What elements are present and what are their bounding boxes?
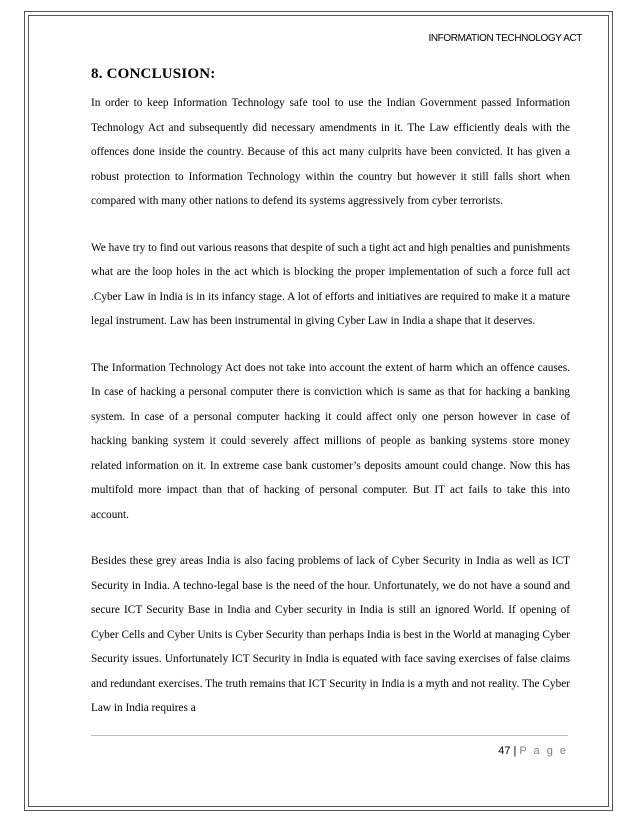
page-number: 47 <box>498 745 511 757</box>
page-footer <box>498 745 568 757</box>
page-label: P a g e <box>519 745 568 757</box>
paragraph-4: Besides these grey areas India is also facing problems of lack of Cyber Security in India as well as ICT Security in India. A techno-legal base is the need of the hour. Unfortunately, we do not have a sound and secure ICT Security Base in India and Cyber security in India is still an ignored World. If opening of Cyber Cells and Cyber Units is Cyber Security than perhaps India is best in the World at managing Cyber Security issues. Unfortunately ICT Security in India is equated with face saving exercises of false claims and redundant exercises. The truth remains that ICT Security in India is a myth and not reality. The Cyber Law in India requires a <box>91 555 570 714</box>
document-body <box>91 66 570 743</box>
section-heading: 8. CONCLUSION: <box>91 66 216 82</box>
paragraph-2: We have try to find out various reasons that despite of such a tight act and high penalties and punishments what are the loop holes in the act which is blocking the proper implementation of such a force full act .Cyber Law in India is in its infancy stage. A lot of efforts and initiatives are required to make it a mature legal instrument. Law has been instrumental in giving Cyber Law in India a shape that it deserves. <box>91 241 570 327</box>
running-header: INFORMATION TECHNOLOGY ACT <box>428 33 582 44</box>
paragraph-1: In order to keep Information Technology safe tool to use the Indian Government passed Information Technology Act and subsequently did necessary amendments in it. The Law efficiently deals with the offences done inside the country. Because of this act many culprits have been convicted. It has given a robust protection to Information Technology within the country but however it still falls short when compared with many other nations to defend its systems aggressively from cyber terrorists. <box>91 97 570 207</box>
footer-divider <box>91 735 568 736</box>
footer-separator: | <box>513 745 517 757</box>
paragraph-3: The Information Technology Act does not take into account the extent of harm which an offence causes. In case of hacking a personal computer there is conviction which is same as that for hacking a banking system. In case of a personal computer hacking it could affect only one person however in case of hacking banking system it could severely affect millions of people as banking systems store money related information on it. In extreme case bank customer’s deposits amount could change. Now this has multifold more impact than that of hacking of personal computer. But IT act fails to take this into account. <box>91 361 570 521</box>
